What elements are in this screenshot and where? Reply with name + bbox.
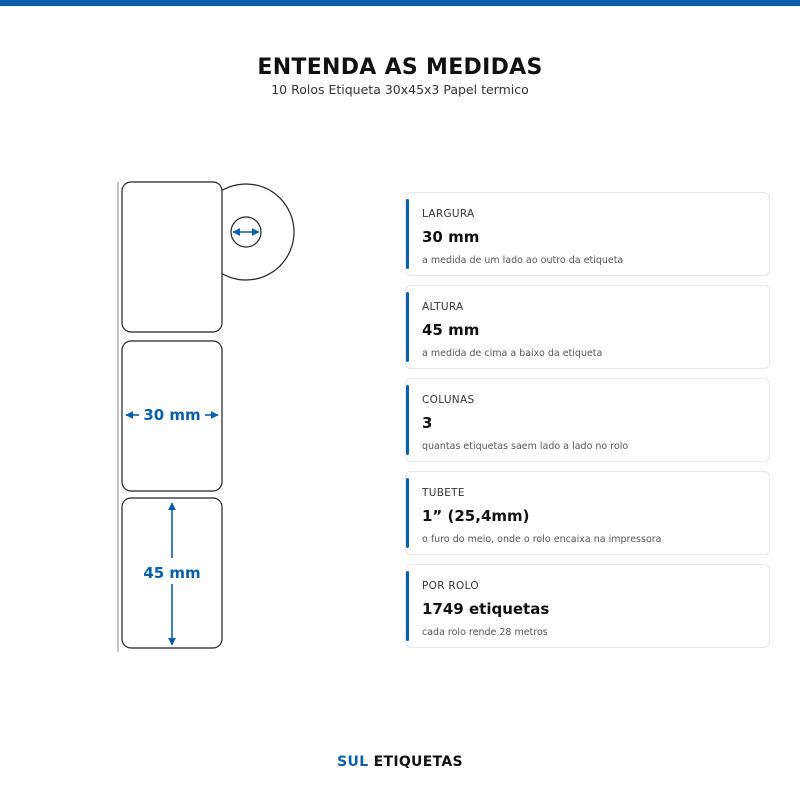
spec-card-largura <box>405 192 770 276</box>
card-accent-bar <box>406 292 409 362</box>
spec-description: a medida de cima a baixo da etiqueta <box>422 348 603 359</box>
card-accent-bar <box>406 571 409 641</box>
spec-label: ALTURA <box>422 301 464 313</box>
spec-card-colunas <box>405 378 770 462</box>
spec-card-tubete <box>405 471 770 555</box>
spec-value: 1749 etiquetas <box>422 600 550 618</box>
spec-value: 1” (25,4mm) <box>422 507 530 525</box>
spec-description: cada rolo rende 28 metros <box>422 627 548 638</box>
brand-logo <box>0 754 800 770</box>
label-1 <box>122 182 222 332</box>
spec-description: a medida de um lado ao outro da etiqueta <box>422 255 624 266</box>
spec-label: LARGURA <box>422 208 475 220</box>
spec-label: COLUNAS <box>422 394 475 406</box>
label-roll-diagram <box>110 176 310 656</box>
spec-card-list <box>405 192 770 657</box>
spec-card-por-rolo <box>405 564 770 648</box>
brand-name: ETIQUETAS <box>373 754 463 770</box>
spec-card-altura <box>405 285 770 369</box>
spec-label: TUBETE <box>422 487 465 499</box>
width-dimension-label: 30 mm <box>143 406 201 424</box>
page-title: ENTENDA AS MEDIDAS <box>257 55 543 80</box>
top-accent-bar <box>0 0 800 6</box>
card-accent-bar <box>406 385 409 455</box>
spec-description: o furo do meio, onde o rolo encaixa na impressora <box>422 534 662 545</box>
card-accent-bar <box>406 478 409 548</box>
card-accent-bar <box>406 199 409 269</box>
page-subtitle: 10 Rolos Etiqueta 30x45x3 Papel termico <box>271 82 529 97</box>
height-dimension-label: 45 mm <box>143 564 201 582</box>
brand-name-accent: SUL <box>337 754 369 770</box>
spec-description: quantas etiquetas saem lado a lado no rolo <box>422 441 629 452</box>
spec-label: POR ROLO <box>422 580 479 592</box>
spec-value: 30 mm <box>422 228 480 246</box>
spec-value: 3 <box>422 414 433 432</box>
spec-value: 45 mm <box>422 321 480 339</box>
